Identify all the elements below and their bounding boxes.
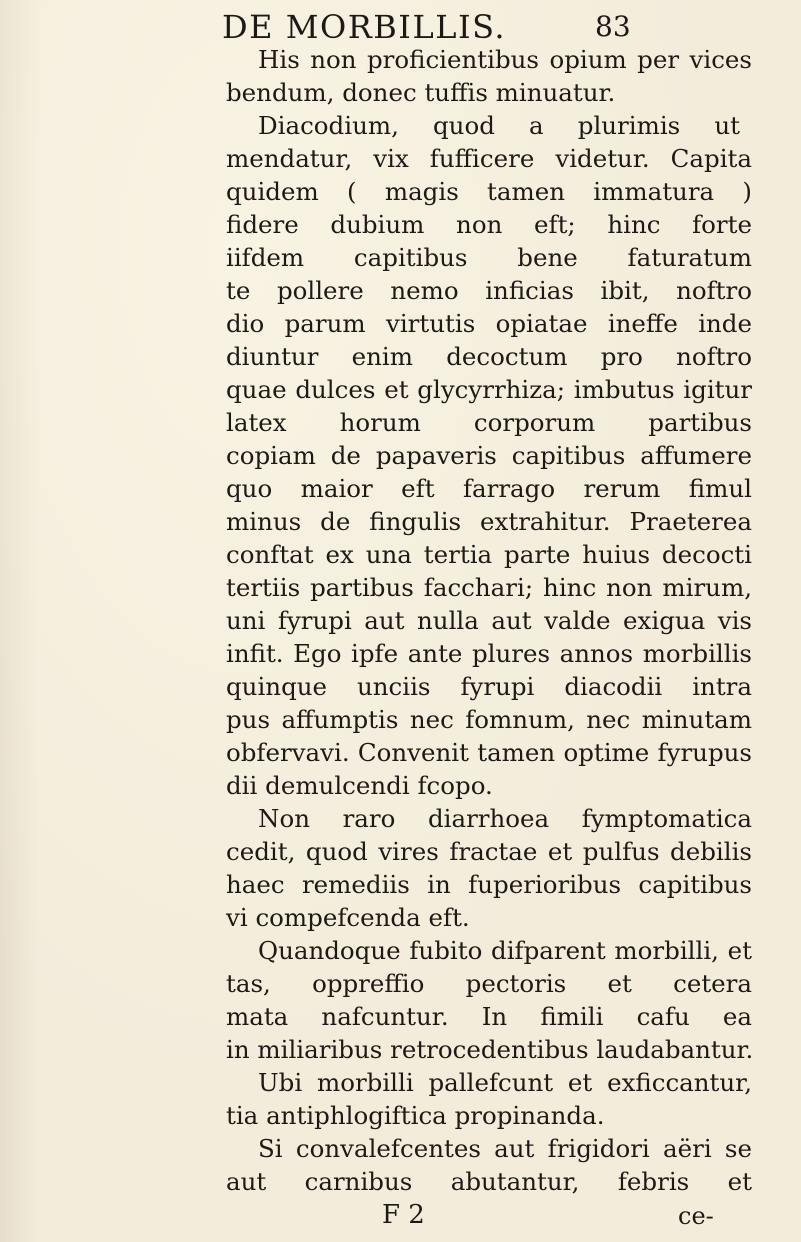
text-line-21: pus affumptis nec fomnum, nec minutam xyxy=(226,705,752,734)
text-line-19: infit. Ego ipfe ante plures annos morbillis xyxy=(226,639,752,668)
signature-mark: F 2 xyxy=(382,1200,425,1230)
text-line-13: copiam de papaveris capitibus affumere xyxy=(226,441,752,470)
text-line-6: fidere dubium non eft; hinc forte xyxy=(226,210,752,239)
text-line-33: tia antiphlogiftica propinanda. xyxy=(226,1101,605,1130)
text-line-22: obfervavi. Convenit tamen optime fyrupus xyxy=(226,738,752,767)
text-line-15: minus de fingulis extrahitur. Praeterea xyxy=(226,507,752,536)
text-line-12: latex horum corporum partibus xyxy=(226,408,752,437)
text-line-23: dii demulcendi fcopo. xyxy=(226,771,493,800)
text-line-2: bendum, donec tuffis minuatur. xyxy=(226,78,616,107)
text-line-31: in miliaribus retrocedentibus laudabantur. xyxy=(226,1035,754,1064)
text-line-4: mendatur, vix fufficere videtur. Capita xyxy=(226,144,752,173)
page-number: 83 xyxy=(595,10,631,43)
text-line-35: aut carnibus abutantur, febris et xyxy=(226,1167,752,1196)
text-line-26: haec remediis in fuperioribus capitibus xyxy=(226,870,752,899)
page-header xyxy=(0,4,801,44)
text-line-30: mata nafcuntur. In fimili cafu ea xyxy=(226,1002,752,1031)
text-line-25: cedit, quod vires fractae et pulfus debilis xyxy=(226,837,752,866)
text-line-10: diuntur enim decoctum pro noftro xyxy=(226,342,752,371)
text-line-34: Si convalefcentes aut frigidori aëri se xyxy=(258,1134,752,1163)
text-line-11: quae dulces et glycyrrhiza; imbutus igitur xyxy=(226,375,752,404)
text-line-9: dio parum virtutis opiatae ineffe inde xyxy=(226,309,752,338)
text-line-27: vi compefcenda eft. xyxy=(226,903,470,932)
text-line-29: tas, oppreffio pectoris et cetera xyxy=(226,969,752,998)
text-line-24: Non raro diarrhoea fymptomatica xyxy=(258,804,752,833)
catchword: ce- xyxy=(678,1202,714,1230)
text-line-18: uni fyrupi aut nulla aut valde exigua vis xyxy=(226,606,752,635)
running-title: DE MORBILLIS. xyxy=(222,8,507,46)
text-line-7: iifdem capitibus bene faturatum xyxy=(226,243,752,272)
text-line-14: quo maior eft farrago rerum fimul xyxy=(226,474,752,503)
text-line-3: Diacodium, quod a plurimis ut xyxy=(258,111,740,140)
text-line-20: quinque unciis fyrupi diacodii intra xyxy=(226,672,752,701)
text-line-5: quidem ( magis tamen immatura ) xyxy=(226,177,752,206)
text-line-32: Ubi morbilli pallefcunt et exficcantur, xyxy=(258,1068,752,1097)
text-line-28: Quandoque fubito difparent morbilli, et xyxy=(258,936,752,965)
text-line-16: conftat ex una tertia parte huius decocti xyxy=(226,540,752,569)
text-line-1: His non proficientibus opium per vices xyxy=(258,45,752,74)
text-line-17: tertiis partibus facchari; hinc non mirum, xyxy=(226,573,752,602)
text-line-8: te pollere nemo inficias ibit, noftro xyxy=(226,276,752,305)
page-footer xyxy=(0,1200,801,1236)
